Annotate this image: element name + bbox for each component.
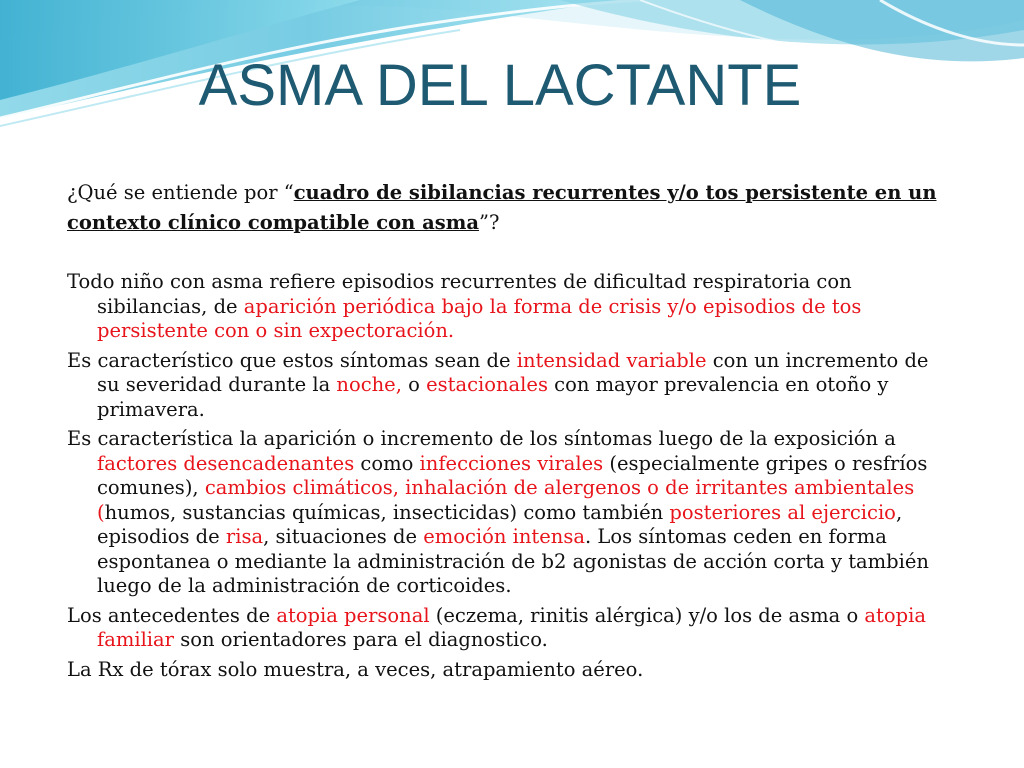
- highlighted-text: intensidad variable: [516, 348, 707, 372]
- question-text: [67, 178, 967, 238]
- body-text: humos, sustancias químicas, insecticidas) como también: [104, 500, 670, 524]
- question-highlight: cuadro de sibilancias recurrentes y/o tos persistente en un contexto clínico compatible con asma: [67, 181, 937, 234]
- question-suffix: ”?: [479, 211, 500, 234]
- highlighted-text: factores desencadenantes: [97, 451, 355, 475]
- body-text: Es característica la aparición o incremento de los síntomas luego de la exposición a: [67, 427, 896, 450]
- highlighted-text: atopia personal: [276, 603, 430, 627]
- highlighted-text: atopia familiar: [97, 603, 926, 651]
- question-prefix: ¿Qué se entiende por “: [67, 181, 294, 204]
- body-text: (especialmente gripes o resfríos comunes),: [97, 451, 928, 499]
- body-text: Todo niño con asma refiere episodios recurrentes de dificultad respiratoria con sibilancias, de: [67, 270, 852, 318]
- body-text: , situaciones de: [263, 525, 424, 548]
- body-text: Es característico que estos síntomas sean de: [67, 348, 517, 372]
- highlighted-text: posteriores al ejercicio: [669, 500, 896, 524]
- body-text: como: [354, 451, 420, 475]
- body-paragraph: [67, 658, 957, 683]
- slide-body: [67, 270, 957, 687]
- slide-title: ASMA DEL LACTANTE: [198, 53, 802, 118]
- highlighted-text: noche,: [336, 373, 402, 396]
- body-paragraph: [67, 427, 957, 599]
- highlighted-text: emoción intensa: [423, 525, 585, 548]
- highlighted-text: risa: [225, 525, 264, 548]
- body-text: con un incremento de su severidad durante la: [97, 348, 929, 396]
- body-text: (eczema, rinitis alérgica) y/o los de asma o: [429, 603, 865, 627]
- body-text: son orientadores para el diagnostico.: [174, 628, 548, 651]
- body-text: o: [401, 373, 427, 396]
- body-text: , episodios de: [97, 500, 903, 548]
- body-paragraph: [67, 349, 957, 423]
- body-text: Los antecedentes de: [67, 603, 277, 627]
- body-paragraph: [67, 270, 957, 344]
- highlighted-text: infecciones virales: [419, 451, 604, 475]
- body-text: La Rx de tórax solo muestra, a veces, atrapamiento aéreo.: [67, 657, 644, 681]
- body-paragraph: [67, 604, 957, 653]
- highlighted-text: cambios climáticos, inhalación de alergenos o de irritantes ambientales (: [97, 476, 915, 524]
- highlighted-text: aparición periódica bajo la forma de crisis y/o episodios de tos persistente con o sin expectoración.: [97, 294, 862, 342]
- body-text: . Los síntomas ceden en forma espontanea o mediante la administración de b2 agonistas de acción corta y también luego de la administración de corticoides.: [97, 525, 929, 597]
- body-text: con mayor prevalencia en otoño y primavera.: [97, 373, 889, 421]
- highlighted-text: estacionales: [426, 373, 548, 396]
